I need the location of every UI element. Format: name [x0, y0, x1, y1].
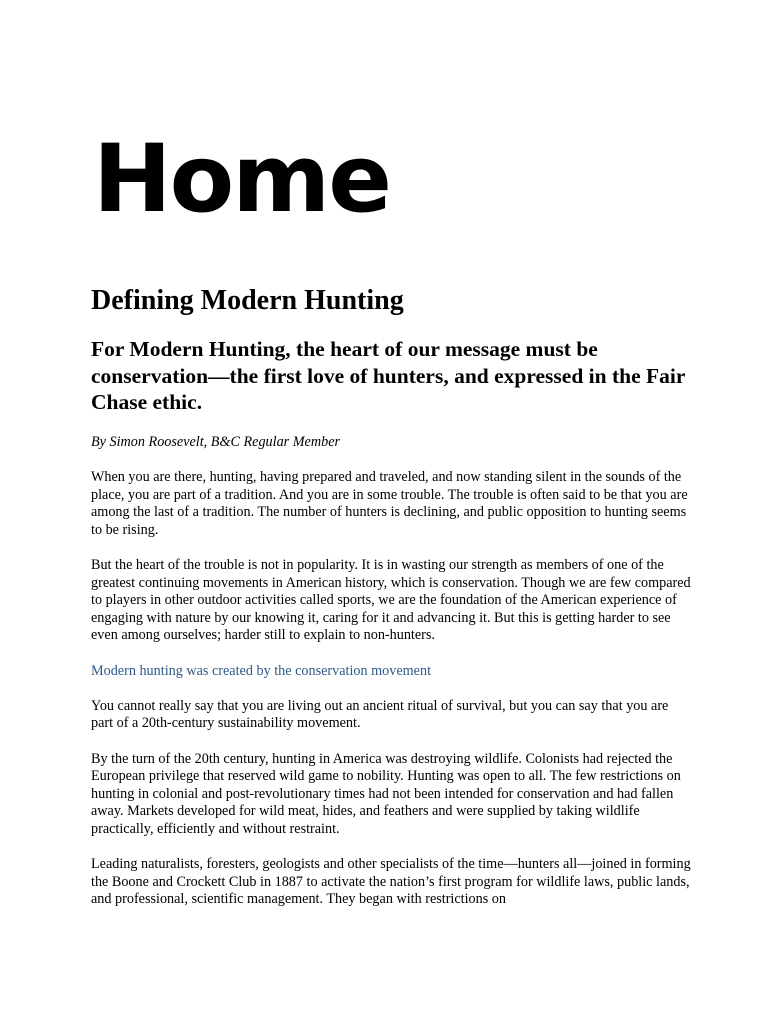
paragraph: Leading naturalists, foresters, geologists and other specialists of the time—hunters all—joined in forming the Boone and Crockett Club in 1887 to activate the nation’s first program for wildlife laws, public lands, and professional, scientific management. They began with restrictions on — [91, 856, 691, 908]
paragraph: By the turn of the 20th century, hunting in America was destroying wildlife. Colonists had rejected the European privilege that reserved wild game to nobility. Hunting was open to all. The few restrictions on hunting in colonial and post-revolutionary times had not been intended for conservation and had fallen away. Markets developed for wild meat, hides, and feathers and were supplied by taking wildlife practically, efficiently and without restraint. — [91, 750, 681, 837]
article-heading: Defining Modern Hunting — [91, 285, 404, 316]
page-title: Home — [93, 125, 390, 234]
paragraph: But the heart of the trouble is not in popularity. It is in wasting our strength as members of one of the greatest continuing movements in American history, which is conservation. Though we are few compared to players in other outdoor activities called sports, we are the foundation of the American experience of engaging with nature by our knowing it, caring for it and advancing it. But this is getting harder to see even among ourselves; harder still to explain to non-hunters. — [91, 557, 691, 644]
article-body — [91, 282, 691, 927]
article-subheading: For Modern Hunting, the heart of our message must be conservation—the first love of hunters, and expressed in the Fair Chase ethic. — [91, 337, 686, 414]
article-byline: By Simon Roosevelt, B&C Regular Member — [91, 433, 341, 450]
paragraph: When you are there, hunting, having prepared and traveled, and now standing silent in the sounds of the place, you are part of a tradition. And you are in some trouble. The trouble is often said to be that you are among the last of a tradition. The number of hunters is declining, and public opposition to hunting seems to be rising. — [91, 469, 688, 538]
section-heading: Modern hunting was created by the conservation movement — [91, 662, 432, 679]
paragraph: You cannot really say that you are living out an ancient ritual of survival, but you can say that you are part of a 20th-century sustainability movement. — [91, 697, 669, 732]
